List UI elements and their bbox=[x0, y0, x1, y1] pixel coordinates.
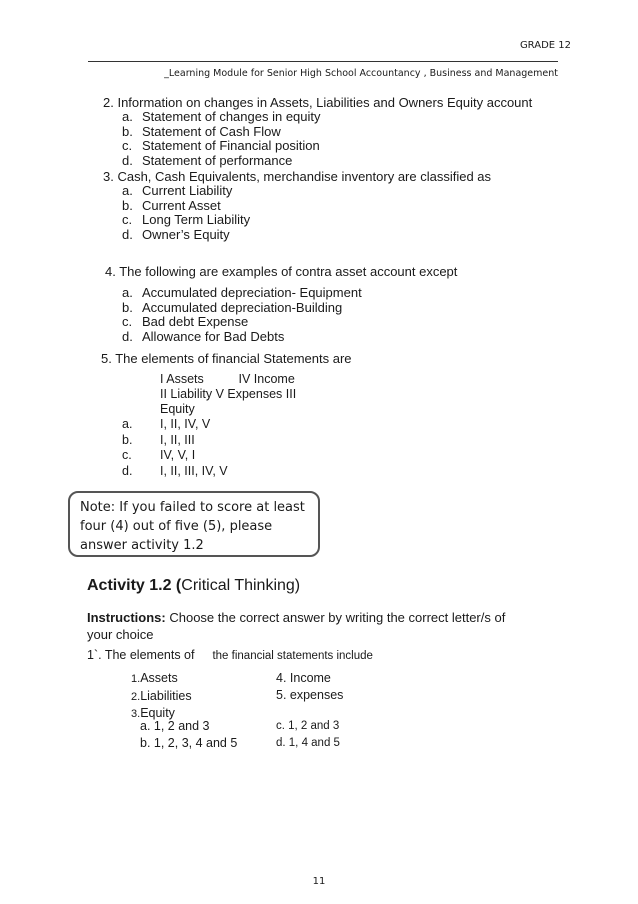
choice-letter: a. bbox=[122, 417, 133, 431]
choice-text: I, II, IV, V bbox=[160, 417, 211, 431]
option-text: Statement of performance bbox=[142, 152, 293, 168]
option-text: Accumulated depreciation-Building bbox=[142, 299, 343, 315]
option-text: Owner’s Equity bbox=[142, 226, 230, 242]
question-3-options bbox=[122, 184, 250, 242]
option-4c bbox=[122, 315, 362, 330]
answer-option: c. 1, 2 and 3 bbox=[276, 720, 340, 732]
activity-title bbox=[87, 577, 300, 595]
option-text: Current Asset bbox=[142, 197, 221, 213]
question-3-stem: 3. Cash, Cash Equivalents, merchandise inventory are classified as bbox=[103, 169, 492, 184]
instructions-text: Choose the correct answer by writing the correct letter/s of your choice bbox=[87, 610, 506, 642]
activity-left-items bbox=[131, 670, 192, 723]
q1-rest: the financial statements include bbox=[212, 650, 373, 662]
option-letter: c. bbox=[122, 138, 133, 154]
option-letter: d. bbox=[122, 328, 133, 344]
option-text: Statement of Financial position bbox=[142, 138, 320, 154]
option-text: Bad debt Expense bbox=[142, 314, 249, 330]
option-letter: a. bbox=[122, 183, 133, 198]
instructions-label: Instructions: bbox=[87, 610, 166, 625]
question-5-roman-list bbox=[160, 372, 296, 417]
question-4-stem: 4. The following are examples of contra asset account except bbox=[105, 264, 458, 279]
answer-option: a. 1, 2 and 3 bbox=[140, 719, 210, 733]
question-5-stem: 5. The elements of financial Statements are bbox=[101, 351, 352, 366]
option-letter: a. bbox=[122, 285, 133, 300]
grade-label: GRADE 12 bbox=[519, 40, 571, 51]
option-letter: b. bbox=[122, 197, 133, 213]
roman-line: II Liability V Expenses III bbox=[160, 387, 297, 401]
activity-answers-right bbox=[276, 718, 340, 751]
choice-5c bbox=[122, 448, 228, 464]
answer-option: d. 1, 4 and 5 bbox=[276, 736, 340, 749]
option-text: Long Term Liability bbox=[142, 212, 251, 228]
choice-text: IV, V, I bbox=[160, 448, 196, 462]
choice-5b bbox=[122, 433, 228, 449]
note-box: Note: If you failed to score at least four (4) out of five (5), please answer activity 1.2 bbox=[68, 491, 320, 557]
right-item: 5. expenses bbox=[276, 687, 344, 702]
choice-text: I, II, III bbox=[160, 432, 195, 447]
option-text: Accumulated depreciation- Equipment bbox=[142, 285, 362, 300]
option-4a bbox=[122, 286, 362, 301]
right-item: 4. Income bbox=[276, 671, 331, 685]
header-rule bbox=[88, 61, 558, 62]
option-text: Statement of changes in equity bbox=[142, 109, 321, 124]
activity-question-1 bbox=[87, 648, 373, 662]
option-letter: c. bbox=[122, 212, 133, 228]
option-2c bbox=[122, 139, 321, 154]
question-2-stem: 2. Information on changes in Assets, Liabilities and Owners Equity account bbox=[103, 95, 533, 110]
module-title: _Learning Module for Senior High School Accountancy , Business and Management bbox=[164, 68, 558, 79]
option-letter: c. bbox=[122, 314, 133, 330]
question-2-options bbox=[122, 110, 321, 168]
roman-line: Equity bbox=[160, 402, 195, 416]
answer-option: b. 1, 2, 3, 4 and 5 bbox=[140, 735, 238, 750]
option-2b bbox=[122, 125, 321, 140]
activity-title-bold: Activity 1.2 ( bbox=[87, 577, 182, 594]
choice-letter: b. bbox=[122, 432, 133, 447]
option-3d bbox=[122, 228, 250, 243]
question-5-choices bbox=[122, 417, 228, 479]
activity-right-items bbox=[276, 670, 343, 703]
option-4d bbox=[122, 330, 362, 345]
option-2d bbox=[122, 154, 321, 169]
choice-letter: c. bbox=[122, 448, 132, 462]
left-item: 3.Equity bbox=[131, 706, 175, 720]
q1-prefix: 1`. The elements of bbox=[87, 648, 195, 662]
left-item: 1.Assets bbox=[131, 671, 178, 685]
activity-instructions bbox=[87, 609, 527, 643]
page-number: 11 bbox=[312, 876, 326, 887]
option-letter: d. bbox=[122, 226, 133, 242]
option-3b bbox=[122, 199, 250, 214]
option-2a bbox=[122, 110, 321, 125]
choice-text: I, II, III, IV, V bbox=[160, 463, 228, 478]
option-letter: d. bbox=[122, 152, 133, 168]
choice-5d bbox=[122, 464, 228, 480]
option-text: Current Liability bbox=[142, 183, 233, 198]
choice-letter: d. bbox=[122, 463, 133, 478]
option-4b bbox=[122, 301, 362, 316]
activity-title-rest: Critical Thinking) bbox=[181, 577, 301, 594]
activity-answers-left bbox=[140, 718, 237, 751]
option-text: Statement of Cash Flow bbox=[142, 123, 281, 139]
option-3a bbox=[122, 184, 250, 199]
option-letter: a. bbox=[122, 109, 133, 124]
question-4-options bbox=[122, 286, 362, 344]
option-letter: b. bbox=[122, 123, 133, 139]
option-letter: b. bbox=[122, 299, 133, 315]
left-item: 2.Liabilities bbox=[131, 688, 192, 703]
roman-line: I Assets IV Income bbox=[160, 372, 295, 386]
option-text: Allowance for Bad Debts bbox=[142, 328, 285, 344]
option-3c bbox=[122, 213, 250, 228]
choice-5a bbox=[122, 417, 228, 433]
